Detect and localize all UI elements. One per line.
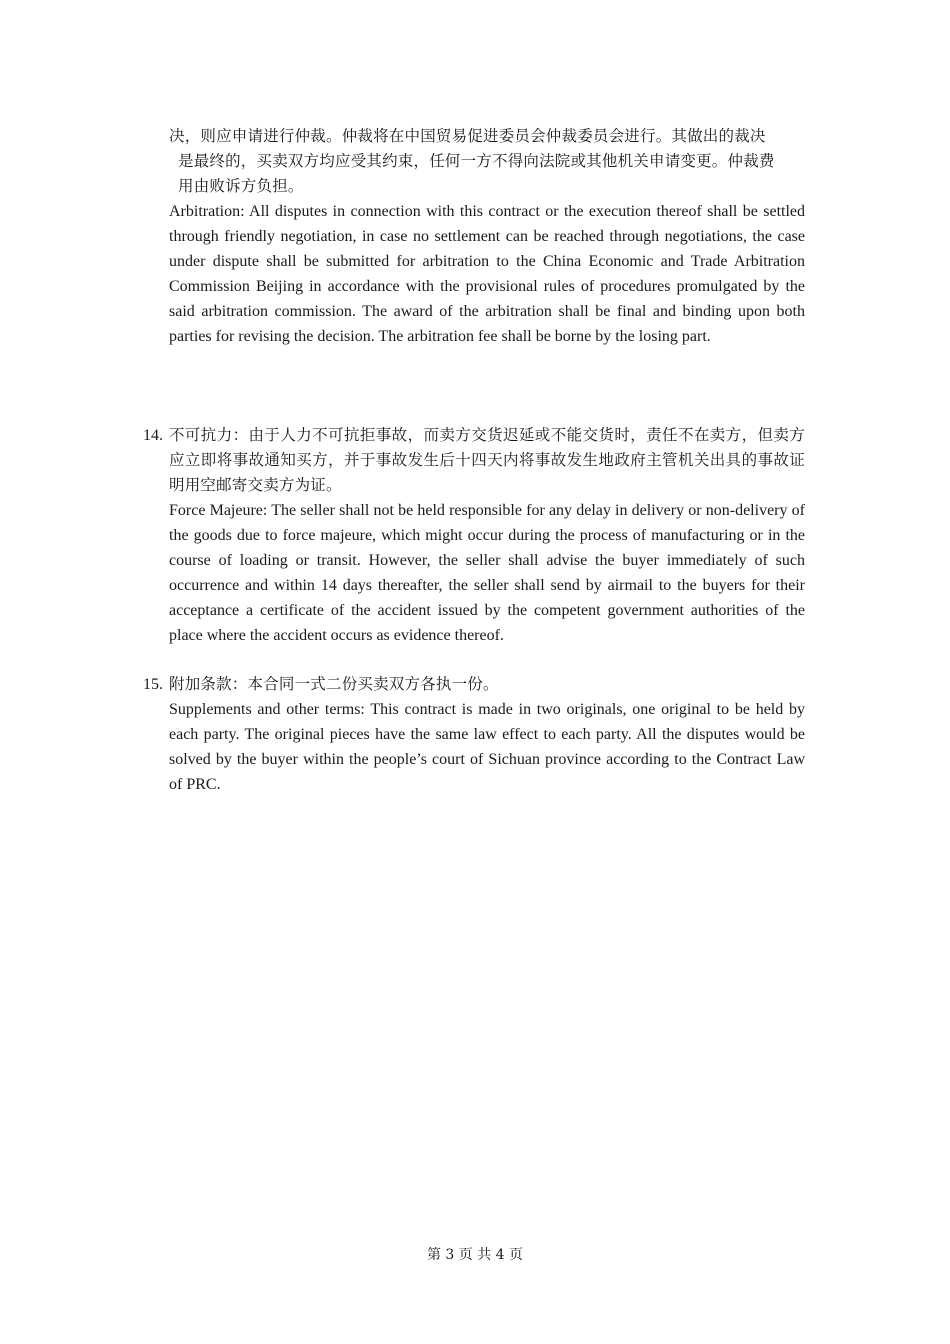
clause-14-number: 14.: [143, 427, 163, 444]
clause-15-en: Supplements and other terms: This contract is made in two originals, one original to be held by each party. The original pieces have the same law effect to each party. All the disputes would be solved by the buyer within the people’s court of Sichuan province according to the Contract Law of PRC.: [169, 701, 805, 793]
page-number-footer: 第 3 页 共 4 页: [426, 1247, 524, 1263]
clause-15-cn: 附加条款：本合同一式二份买卖双方各执一份。: [169, 675, 499, 693]
clause-14-cn: 不可抗力：由于人力不可抗拒事故，而卖方交货迟延或不能交货时，责任不在卖方，但卖方应立即将事故通知买方，并于事故发生后十四天内将事故发生地政府主管机关出具的事故证明用空邮寄交卖方为证。: [169, 426, 805, 494]
clause-14: [143, 423, 805, 648]
clause-15: [143, 672, 805, 797]
clause-14-en: Force Majeure: The seller shall not be held responsible for any delay in delivery or non-delivery of the goods due to force majeure, which might occur during the process of manufacturing or in the course of loading or transit. However, the seller shall advise the buyer immediately of such occurrence and within 14 days thereafter, the seller shall send by airmail to the buyers for their acceptance a certificate of the accident issued by the competent government authorities of the place where the accident occurs as evidence thereof.: [169, 502, 805, 644]
arbitration-clause: [169, 124, 805, 349]
arbitration-cn-line-3: 用由败诉方负担。: [178, 177, 304, 195]
arbitration-cn-line-1: 决，则应申请进行仲裁。仲裁将在中国贸易促进委员会仲裁委员会进行。其做出的裁决: [169, 127, 766, 145]
arbitration-en: Arbitration: All disputes in connection with this contract or the execution thereof shall be settled through friendly negotiation, in case no settlement can be reached through negotiations, the case under dispute shall be submitted for arbitration to the China Economic and Trade Arbitration Commission Beijing in accordance with the provisional rules of procedures promulgated by the said arbitration commission. The award of the arbitration shall be final and binding upon both parties for revising the decision. The arbitration fee shall be borne by the losing part.: [169, 203, 805, 345]
clause-15-number: 15.: [143, 676, 163, 693]
arbitration-cn-line-2: 是最终的，买卖双方均应受其约束，任何一方不得向法院或其他机关申请变更。仲裁费: [178, 152, 775, 170]
